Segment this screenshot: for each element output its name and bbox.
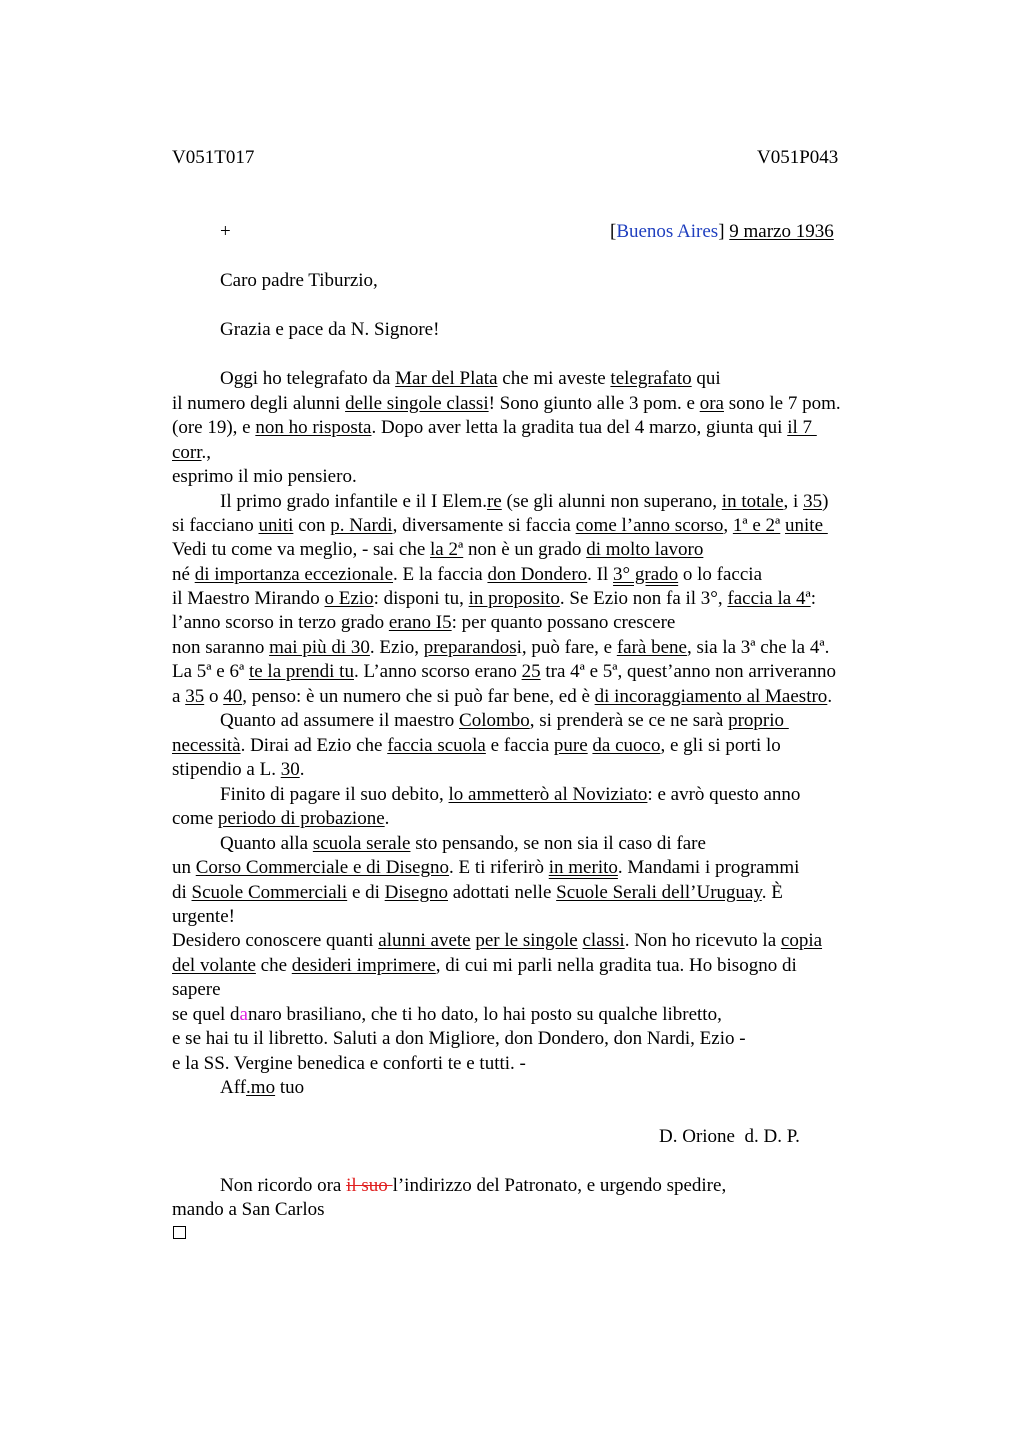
postscript-line: Non ricordo ora il suo l’indirizzo del Patronato, e urgendo spedire,	[220, 1175, 727, 1196]
body-line: non saranno mai più di 30. Ezio, preparandosi, può fare, e farà bene, sia la 3ª che la 4ª.	[172, 637, 830, 658]
body-line: Quanto alla scuola serale sto pensando, se non sia il caso di fare	[220, 833, 706, 854]
salutation: Caro padre Tiburzio,	[220, 270, 378, 291]
body-line: stipendio a L. 30.	[172, 759, 305, 780]
body-line: Oggi ho telegrafato da Mar del Plata che mi aveste telegrafato qui	[220, 368, 721, 389]
place-date: [Buenos Aires] 9 marzo 1936	[610, 221, 834, 242]
body-line: corr.,	[172, 442, 212, 463]
body-line: Il primo grado infantile e il I Elem.re (se gli alunni non superano, in totale, i 35)	[220, 491, 829, 512]
body-line: Finito di pagare il suo debito, lo ammetterò al Noviziato: e avrò questo anno	[220, 784, 801, 805]
body-line: urgente!	[172, 906, 235, 927]
body-line: il Maestro Mirando o Ezio: disponi tu, in proposito. Se Ezio non fa il 3°, faccia la 4ª:	[172, 588, 816, 609]
body-line: sapere	[172, 979, 221, 1000]
correction-letter: a	[239, 1004, 248, 1025]
body-line: l’anno scorso in terzo grado erano I5: per quanto possano crescere	[172, 612, 676, 633]
date: 9 marzo 1936	[729, 221, 834, 242]
body-line: (ore 19), e non ho risposta. Dopo aver letta la gradita tua del 4 marzo, giunta qui il 7	[172, 417, 817, 438]
body-line: Quanto ad assumere il maestro Colombo, si prenderà se ce ne sarà proprio	[220, 710, 789, 731]
body-line: Vedi tu come va meglio, - sai che la 2ª non è un grado di molto lavoro	[172, 539, 704, 560]
body-line: esprimo il mio pensiero.	[172, 466, 357, 487]
place: Buenos Aires	[616, 221, 719, 242]
body-line: si facciano uniti con p. Nardi, diversamente si faccia come l’anno scorso, 1ª e 2ª unite	[172, 515, 828, 536]
body-line: e la SS. Vergine benedica e conforti te e tutti. -	[172, 1053, 526, 1074]
closing: Aff.mo tuo	[220, 1077, 305, 1098]
body-line: La 5ª e 6ª te la prendi tu. L’anno scorso erano 25 tra 4ª e 5ª, quest’anno non arriveranno	[172, 661, 836, 682]
body-line: il numero degli alunni delle singole classi! Sono giunto alle 3 pom. e ora sono le 7 pom.	[172, 393, 841, 414]
body-line: se quel danaro brasiliano, che ti ho dato, lo hai posto su qualche libretto,	[172, 1004, 722, 1025]
signature: D. Orione d. D. P.	[659, 1126, 800, 1147]
body-line: come periodo di probazione.	[172, 808, 390, 829]
body-line: un Corso Commerciale e di Disegno. E ti riferirò in merito. Mandami i programmi	[172, 857, 800, 878]
greeting: Grazia e pace da N. Signore!	[220, 319, 440, 340]
body-line: e se hai tu il libretto. Saluti a don Migliore, don Dondero, don Nardi, Ezio -	[172, 1028, 746, 1049]
deleted-text: il suo	[346, 1175, 393, 1196]
end-box-icon	[173, 1226, 186, 1239]
body-line: a 35 o 40, penso: è un numero che si può far bene, ed è di incoraggiamento al Maestro.	[172, 686, 833, 707]
header-right-code: V051P043	[757, 147, 839, 168]
body-line: del volante che desideri imprimere, di cui mi parli nella gradita tua. Ho bisogno di	[172, 955, 797, 976]
header-left-code: V051T017	[172, 147, 255, 168]
cross-mark: +	[220, 221, 231, 242]
body-line: Desidero conoscere quanti alunni avete per le singole classi. Non ho ricevuto la copia	[172, 930, 823, 951]
postscript-line: mando a San Carlos	[172, 1199, 325, 1220]
body-line: né di importanza eccezionale. E la faccia don Dondero. Il 3° grado o lo faccia	[172, 564, 763, 585]
body-line: necessità. Dirai ad Ezio che faccia scuola e faccia pure da cuoco, e gli si porti lo	[172, 735, 781, 756]
body-line: di Scuole Commerciali e di Disegno adottati nelle Scuole Serali dell’Uruguay. È	[172, 882, 783, 903]
